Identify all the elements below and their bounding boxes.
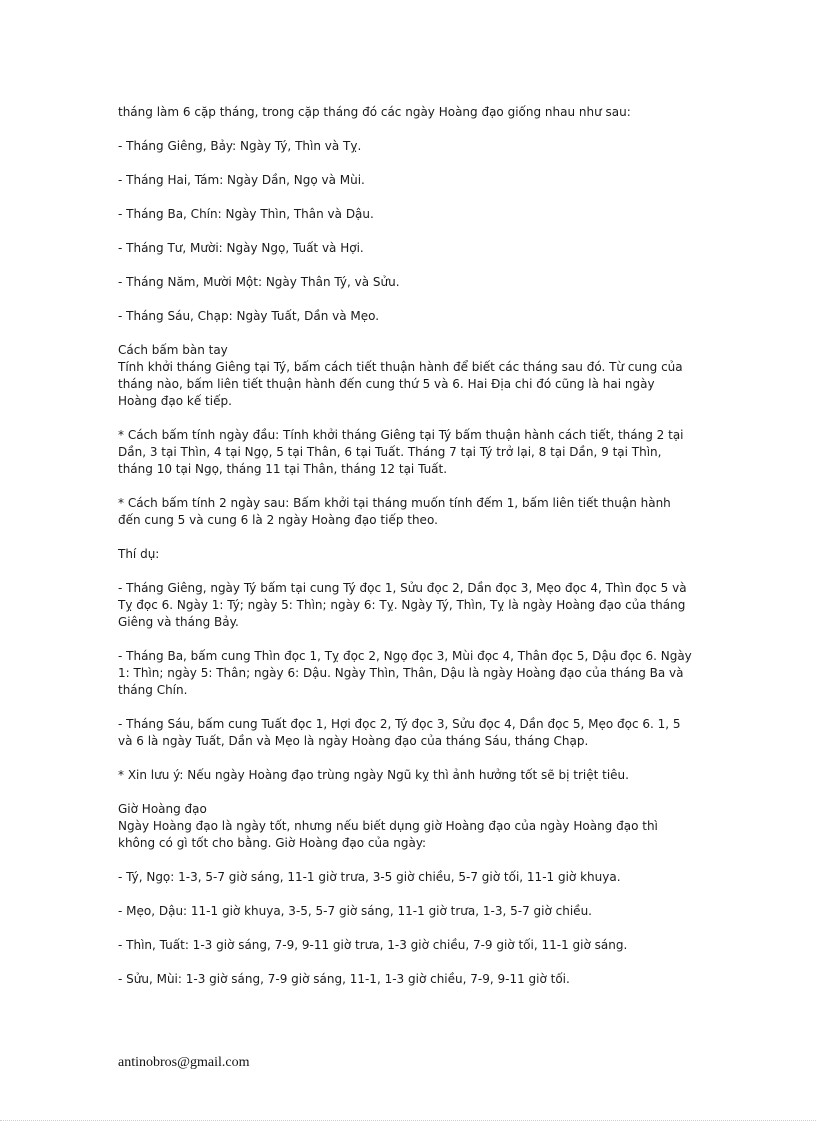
hours-paragraph: Ngày Hoàng đạo là ngày tốt, nhưng nếu biết dụng giờ Hoàng đạo của ngày Hoàng đạo thì không có gì tốt cho bằng. Giờ Hoàng đạo của ngày:: [118, 819, 658, 850]
month-pair-6: - Tháng Sáu, Chạp: Ngày Tuất, Dần và Mẹo.: [118, 309, 380, 323]
hand-method-paragraph: Tính khởi tháng Giêng tại Tý, bấm cách tiết thuận hành để biết các tháng sau đó. Từ cung của tháng nào, bấm liên tiết thuận hành đến cung thứ 5 và 6. Hai Địa chi đó cũng là hai ngày Hoàng đạo kế tiếp.: [118, 360, 683, 408]
example-3: - Tháng Sáu, bấm cung Tuất đọc 1, Hợi đọc 2, Tý đọc 3, Sửu đọc 4, Dần đọc 5, Mẹo đọc 6. 1, 5 và 6 là ngày Tuất, Dần và Mẹo là ngày Hoàng đạo của tháng Sáu, tháng Chạp.: [118, 717, 681, 748]
footer-email: antinobros@gmail.com: [118, 1055, 250, 1070]
example-2: - Tháng Ba, bấm cung Thìn đọc 1, Tỵ đọc 2, Ngọ đọc 3, Mùi đọc 4, Thân đọc 5, Dậu đọc 6. Ngày 1: Thìn; ngày 5: Thân; ngày 6: Dậu. Ngày Thìn, Thân, Dậu là ngày Hoàng đạo của tháng Ba và tháng Chín.: [118, 649, 692, 697]
first-day-paragraph: * Cách bấm tính ngày đầu: Tính khởi tháng Giêng tại Tý bấm thuận hành cách tiết, tháng 2 tại Dần, 3 tại Thìn, 4 tại Ngọ, 5 tại Thân, 6 tại Tuất. Tháng 7 tại Tý trở lại, 8 tại Dần, 9 tại Thìn, tháng 10 tại Ngọ, tháng 11 tại Thân, tháng 12 tại Tuất.: [118, 428, 684, 476]
month-pair-2: - Tháng Hai, Tám: Ngày Dần, Ngọ và Mùi.: [118, 173, 365, 187]
example-1: - Tháng Giêng, ngày Tý bấm tại cung Tý đọc 1, Sửu đọc 2, Dần đọc 3, Mẹo đọc 4, Thìn đọc 5 và Tỵ đọc 6. Ngày 1: Tý; ngày 5: Thìn; ngày 6: Tỵ. Ngày Tý, Thìn, Tỵ là ngày Hoàng đạo của tháng Giêng và tháng Bảy.: [118, 581, 687, 629]
hand-method-heading: Cách bấm bàn tay: [118, 343, 228, 357]
hours-heading: Giờ Hoàng đạo: [118, 802, 207, 816]
hours-item-3: - Thìn, Tuất: 1-3 giờ sáng, 7-9, 9-11 giờ trưa, 1-3 giờ chiều, 7-9 giờ tối, 11-1 giờ sáng.: [118, 938, 628, 952]
month-pair-5: - Tháng Năm, Mười Một: Ngày Thân Tý, và Sửu.: [118, 275, 400, 289]
example-heading: Thí dụ:: [118, 547, 160, 561]
hours-item-2: - Mẹo, Dậu: 11-1 giờ khuya, 3-5, 5-7 giờ sáng, 11-1 giờ trưa, 1-3, 5-7 giờ chiều.: [118, 904, 592, 918]
hours-item-4: - Sửu, Mùi: 1-3 giờ sáng, 7-9 giờ sáng, 11-1, 1-3 giờ chiều, 7-9, 9-11 giờ tối.: [118, 972, 570, 986]
intro-paragraph: tháng làm 6 cặp tháng, trong cặp tháng đó các ngày Hoàng đạo giống nhau như sau:: [118, 105, 631, 119]
hours-item-1: - Tý, Ngọ: 1-3, 5-7 giờ sáng, 11-1 giờ trưa, 3-5 giờ chiều, 5-7 giờ tối, 11-1 giờ khuya.: [118, 870, 621, 884]
next-days-paragraph: * Cách bấm tính 2 ngày sau: Bấm khởi tại tháng muốn tính đếm 1, bấm liên tiết thuận hành đến cung 5 và cung 6 là 2 ngày Hoàng đạo tiếp theo.: [118, 496, 671, 527]
month-pair-3: - Tháng Ba, Chín: Ngày Thìn, Thân và Dậu.: [118, 207, 374, 221]
page-bottom-divider: [0, 1120, 816, 1121]
month-pair-4: - Tháng Tư, Mười: Ngày Ngọ, Tuất và Hợi.: [118, 241, 364, 255]
month-pair-1: - Tháng Giêng, Bảy: Ngày Tý, Thìn và Tỵ.: [118, 139, 362, 153]
document-body: [118, 104, 692, 1005]
note-paragraph: * Xin lưu ý: Nếu ngày Hoàng đạo trùng ngày Ngũ kỵ thì ảnh hưởng tốt sẽ bị triệt tiêu.: [118, 768, 629, 782]
